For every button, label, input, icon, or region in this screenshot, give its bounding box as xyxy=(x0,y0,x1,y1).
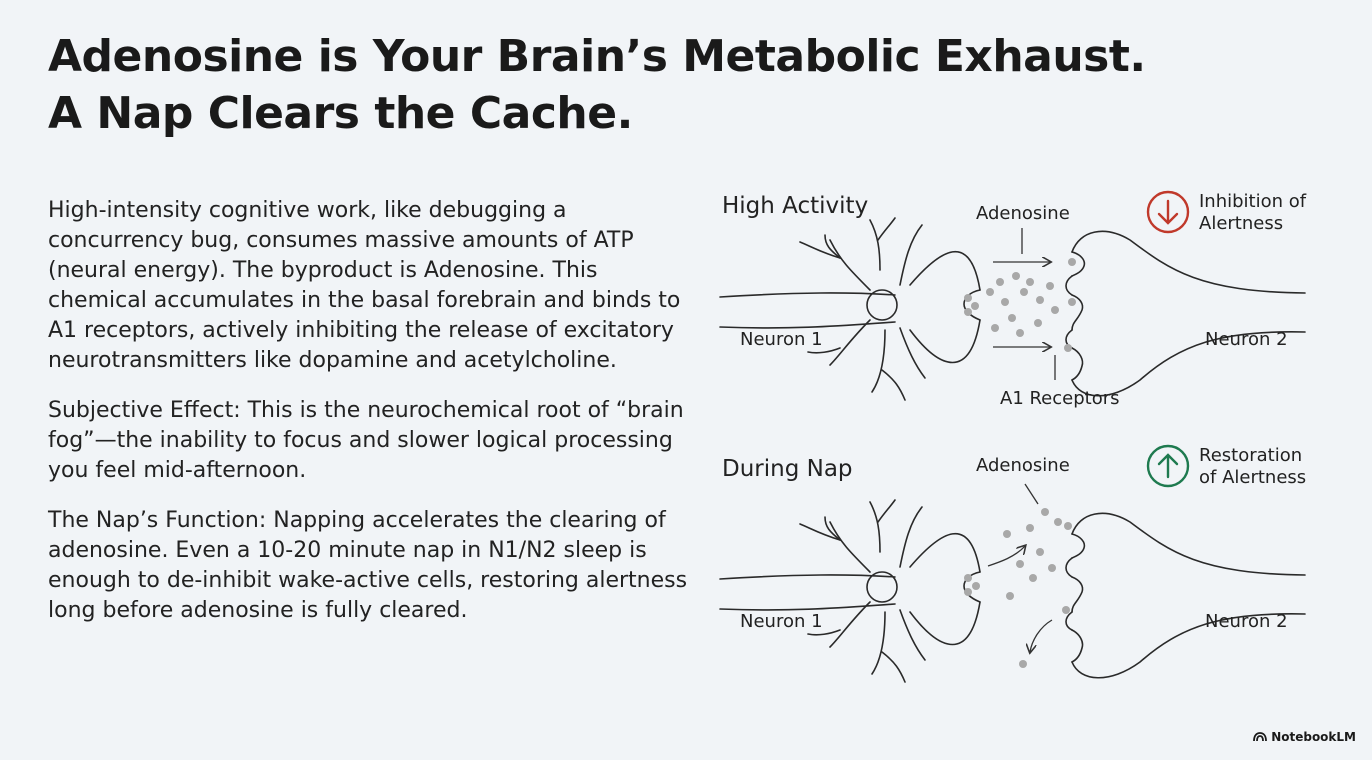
brand-name: NotebookLM xyxy=(1271,730,1356,744)
panel-high-activity xyxy=(720,191,1307,409)
adenosine-molecules-nap xyxy=(964,508,1072,668)
status-inhibition-line-2: Alertness xyxy=(1199,213,1284,234)
label-neuron-2-top: Neuron 2 xyxy=(1205,329,1288,350)
label-neuron-1-top: Neuron 1 xyxy=(740,329,823,350)
status-restoration-line-2: of Alertness xyxy=(1199,467,1307,488)
brand-watermark xyxy=(1253,730,1356,744)
paragraph-mechanism: High-intensity cognitive work, like debugging a concurrency bug, consumes massive amounts of ATP (neural energy). The byproduct is Adenosine. This chemical accumulates in the basal forebrain and binds to A1 receptors, actively inhibiting the release of excitatory neurotransmitters like dopamine and acetylcholine. xyxy=(48,198,681,373)
heading-during-nap: During Nap xyxy=(722,456,853,482)
neuron-2-drawing-nap xyxy=(1066,513,1305,677)
arrow-up-circle-icon xyxy=(1148,446,1188,486)
label-adenosine-top: Adenosine xyxy=(976,203,1070,224)
neuron-1-drawing-nap xyxy=(720,500,980,682)
neuron-1-drawing xyxy=(720,218,980,400)
page-title xyxy=(48,28,1198,142)
panel-during-nap xyxy=(720,445,1306,682)
arrow-down-circle-icon xyxy=(1148,192,1188,232)
status-inhibition-line-1: Inhibition of xyxy=(1199,191,1307,212)
title-line-1: Adenosine is Your Brain’s Metabolic Exhaust. xyxy=(48,31,1146,82)
neuron-2-drawing xyxy=(1066,231,1305,395)
status-restoration-line-1: Restoration xyxy=(1199,445,1303,466)
notebooklm-logo-icon xyxy=(1253,732,1267,742)
paragraph-subjective-effect: Subjective Effect: This is the neurochemical root of “brain fog”—the inability to focus and slower logical processing you feel mid-afternoon. xyxy=(48,398,684,483)
label-neuron-1-nap: Neuron 1 xyxy=(740,611,823,632)
adenosine-molecules xyxy=(964,258,1076,352)
title-line-2: A Nap Clears the Cache. xyxy=(48,88,633,139)
label-neuron-2-nap: Neuron 2 xyxy=(1205,611,1288,632)
heading-high-activity: High Activity xyxy=(722,193,869,219)
label-adenosine-nap: Adenosine xyxy=(976,455,1070,476)
paragraph-nap-function: The Nap’s Function: Napping accelerates the clearing of adenosine. Even a 10-20 minute nap in N1/N2 sleep is enough to de-inhibit wake-active cells, restoring alertness long before adenosine is fully cleared. xyxy=(48,508,688,623)
label-a1-receptors: A1 Receptors xyxy=(1000,388,1120,409)
explanation-text xyxy=(48,196,688,646)
synapse-diagram xyxy=(700,180,1340,720)
